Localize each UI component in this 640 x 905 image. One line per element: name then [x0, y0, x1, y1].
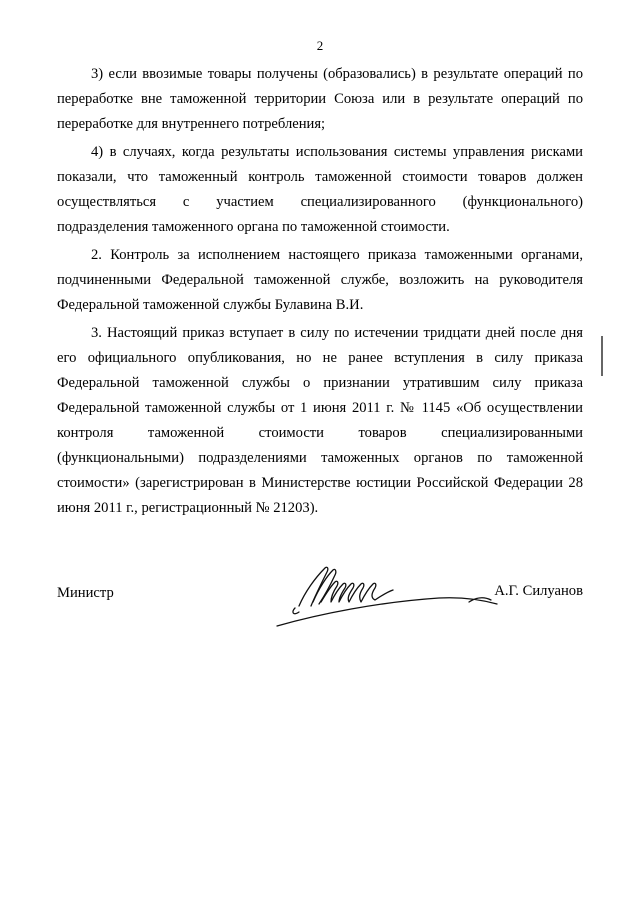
signature-block — [57, 562, 583, 642]
signer-title: Министр — [57, 585, 114, 601]
paragraph-effective-date: 3. Настоящий приказ вступает в силу по истечении тридцати дней после дня его официального опубликования, но не ранее вступления в силу приказа Федеральной таможенной службы о признании утратившим силу приказа Федеральной таможенной службы от 1 июня 2011 г. № 1145 «Об осуществлении контроля таможенной стоимости товаров специализированными (функциональными) подразделениями таможенных органов по таможенной стоимости» (зарегистрирован в Министерстве юстиции Российской Федерации 28 июня 2011 г., регистрационный № 21203). — [57, 325, 583, 516]
signer-name: А.Г. Силуанов — [494, 583, 583, 599]
handwritten-signature — [269, 562, 509, 642]
margin-mark — [600, 336, 604, 376]
paragraph-item-3: 3) если ввозимые товары получены (образовались) в результате операций по переработке вне таможенной территории Союза или в результате операций по переработке для внутреннего потребления; — [57, 66, 583, 132]
page-number: 2 — [316, 38, 324, 53]
document-body — [57, 62, 583, 521]
paragraph-control: 2. Контроль за исполнением настоящего приказа таможенными органами, подчиненными Федеральной таможенной службе, возложить на руководителя Федеральной таможенной службы Булавина В.И. — [57, 247, 583, 313]
paragraph-item-4: 4) в случаях, когда результаты использования системы управления рисками показали, что таможенный контроль таможенной стоимости товаров должен осуществляться с участием специализированного (функционального) подразделения таможенного органа по таможенной стоимости. — [57, 144, 583, 235]
